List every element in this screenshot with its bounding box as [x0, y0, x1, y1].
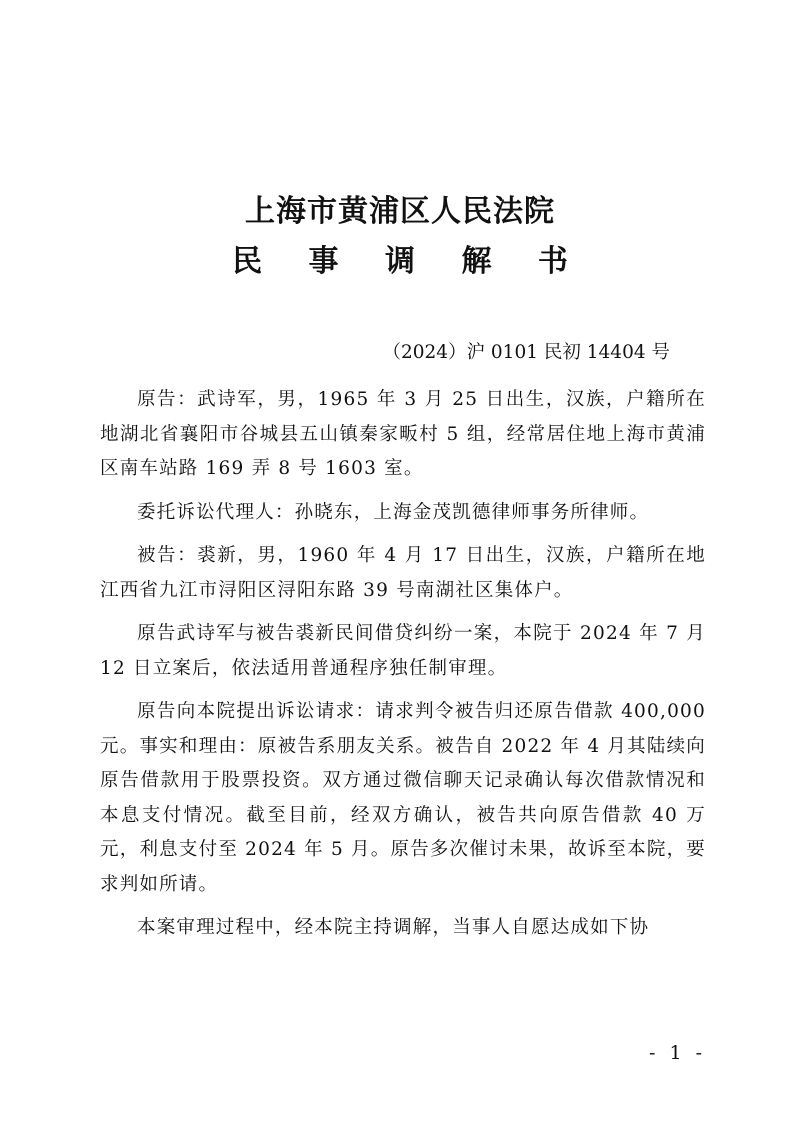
claims-paragraph: 原告向本院提出诉讼请求：请求判令被告归还原告借款 400,000 元。事实和理由：原被告系朋友关系。被告自 2022 年 4 月其陆续向原告借款用于股票投资。双方通过微信聊天记录确认每次借款情况和本息支付情况。截至目前，经双方确认，被告共向原告借款 40 万元，利息支付至 2024 年 5 月。原告多次催讨未果，故诉至本院，要求判如所请。	[100, 701, 706, 895]
plaintiff-paragraph: 原告：武诗军，男，1965 年 3 月 25 日出生，汉族，户籍所在地湖北省襄阳市谷城县五山镇秦家畈村 5 组，经常居住地上海市黄浦区南车站路 169 弄 8 号 1603 室。	[100, 389, 706, 479]
document-body	[100, 383, 706, 955]
document-type-title: 民 事 调 解 书	[232, 244, 586, 279]
court-name: 上海市黄浦区人民法院	[245, 194, 555, 229]
mediation-paragraph: 本案审理过程中，经本院主持调解，当事人自愿达成如下协	[137, 917, 650, 938]
agent-paragraph: 委托诉讼代理人：孙晓东，上海金茂凯德律师事务所律师。	[137, 501, 650, 523]
defendant-paragraph: 被告：裘新，男，1960 年 4 月 17 日出生，汉族，户籍所在地江西省九江市浔阳区浔阳东路 39 号南湖社区集体户。	[100, 545, 706, 601]
page-number: - 1 -	[648, 1042, 706, 1064]
case-number: （2024）沪 0101 民初 14404 号	[382, 342, 670, 363]
case-filing-paragraph: 原告武诗军与被告裘新民间借贷纠纷一案，本院于 2024 年 7 月 12 日立案后，依法适用普通程序独任制审理。	[100, 623, 706, 679]
